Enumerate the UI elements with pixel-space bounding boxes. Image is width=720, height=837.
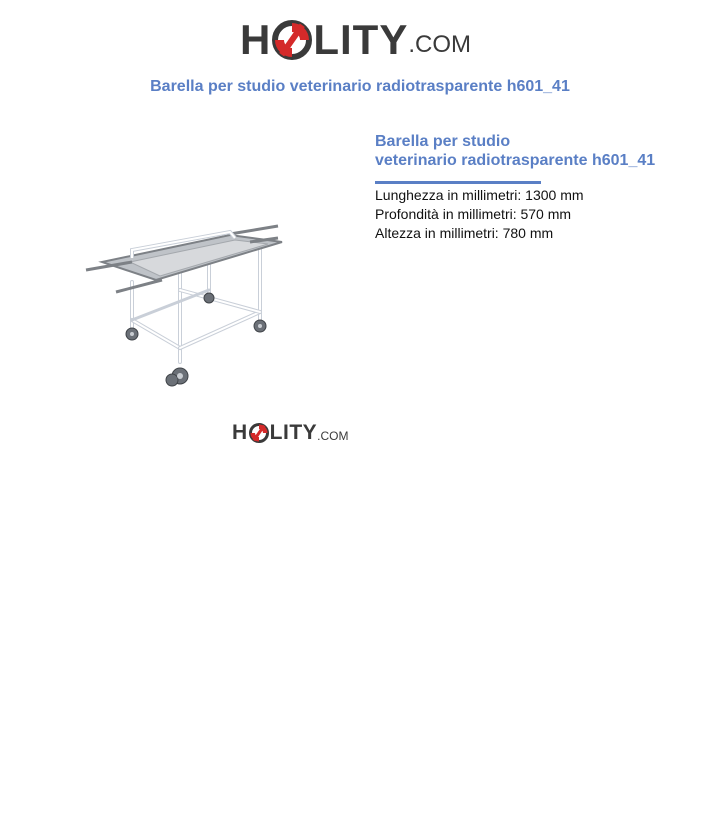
logo-letter-h: H <box>240 16 272 63</box>
watermark-dotcom: .COM <box>317 428 349 443</box>
holity-logo[interactable] <box>240 14 471 66</box>
product-title-line-2: veterinario radiotrasparente h601_41 <box>375 152 656 169</box>
title-divider <box>375 181 541 184</box>
watermark-letters-lity: LITY <box>269 421 318 444</box>
spec-depth: Profondità in millimetri: 570 mm <box>375 206 572 222</box>
spec-length: Lunghezza in millimetri: 1300 mm <box>375 187 584 203</box>
page-title: Barella per studio veterinario radiotrasparente h601_41 <box>150 78 570 95</box>
spec-height: Altezza in millimetri: 780 mm <box>375 225 554 241</box>
product-title <box>375 132 695 170</box>
product-title-line-1: Barella per studio <box>375 133 511 150</box>
product-specs <box>375 186 584 243</box>
watermark-o-mark-icon <box>249 423 269 443</box>
logo-dotcom: .COM <box>408 31 472 58</box>
logo-o-mark-icon <box>272 20 312 60</box>
logo-letters-lity: LITY <box>313 16 409 63</box>
watermark-letter-h: H <box>232 421 248 444</box>
image-watermark-logo <box>232 420 349 446</box>
product-image-stretcher <box>20 130 360 450</box>
